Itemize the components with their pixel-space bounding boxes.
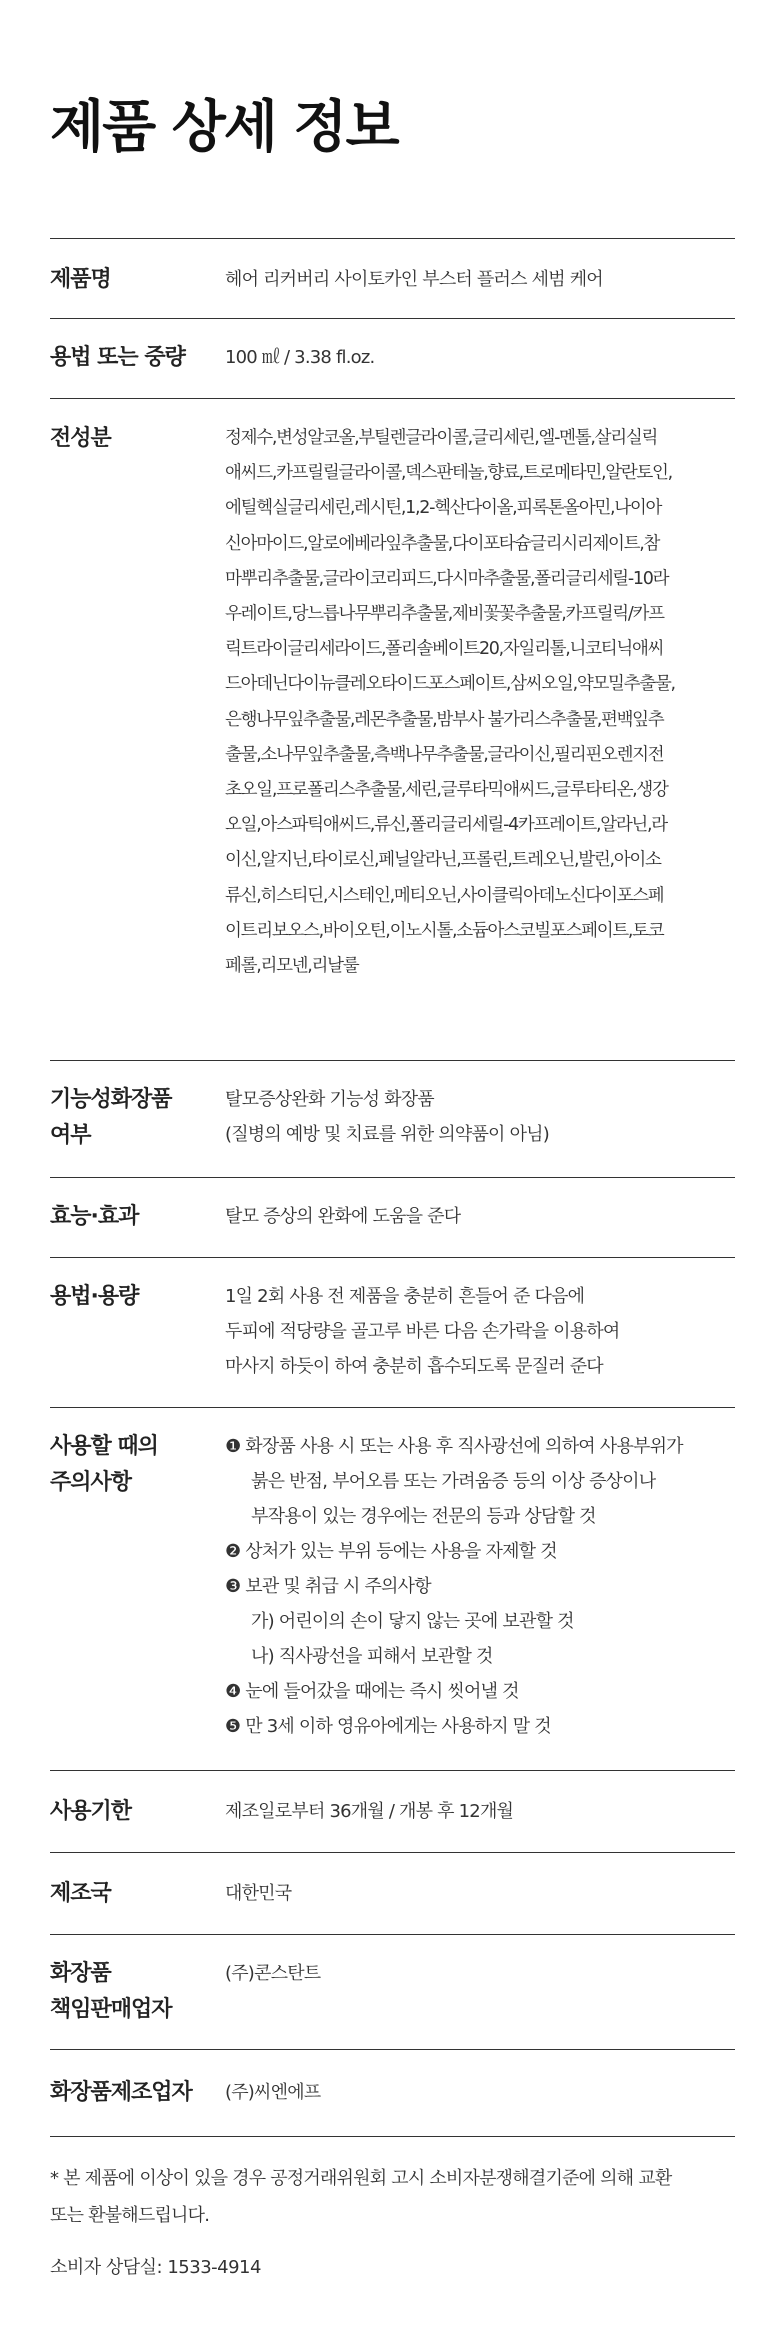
ingredients-line: 페롤,리모넨,리날룰 <box>225 956 359 977</box>
row-label: 사용기한 <box>50 1799 132 1824</box>
row-label <box>50 1429 225 1770</box>
row-label-line: 기능성화장품 <box>50 1087 172 1112</box>
row-manufacturer <box>50 2050 735 2137</box>
ingredients-line: 우레이트,당느릅나무뿌리추출물,제비꽃꽃추출물,카프릴릭/카프 <box>225 604 664 625</box>
precaution-item: ❺ 만 3세 이하 영유아에게는 사용하지 말 것 <box>225 1716 551 1737</box>
ingredients-list <box>225 421 735 1060</box>
ingredients-line: 애씨드,카프릴릴글라이콜,덱스판테놀,향료,트로메타민,알란토인, <box>225 463 672 484</box>
row-value: 헤어 리커버리 사이토카인 부스터 플러스 세범 케어 <box>225 269 603 290</box>
row-value: 100 ㎖ / 3.38 fl.oz. <box>225 347 375 368</box>
row-label: 화장품제조업자 <box>50 2080 192 2105</box>
precaution-item: ❷ 상처가 있는 부위 등에는 사용을 자제할 것 <box>225 1541 557 1562</box>
value-line: (질병의 예방 및 치료를 위한 의약품이 아님) <box>225 1124 549 1145</box>
row-usage <box>50 1258 735 1408</box>
ingredients-line: 신아마이드,알로에베라잎추출물,다이포타슘글리시리제이트,참 <box>225 533 660 554</box>
row-label-line: 주의사항 <box>50 1470 132 1495</box>
row-value <box>225 1082 735 1177</box>
precaution-item: 부작용이 있는 경우에는 전문의 등과 상담할 것 <box>251 1506 596 1527</box>
row-expiry <box>50 1771 735 1853</box>
row-country-of-origin <box>50 1853 735 1935</box>
precaution-item: 나) 직사광선을 피해서 보관할 것 <box>251 1646 493 1667</box>
ingredients-line: 초오일,프로폴리스추출물,세린,글루타믹애씨드,글루타티온,생강 <box>225 780 668 801</box>
value-line: 탈모증상완화 기능성 화장품 <box>225 1089 434 1110</box>
notice-line: * 본 제품에 이상이 있을 경우 공정거래위원회 고시 소비자분쟁해결기준에 의해 교환 <box>50 2168 672 2189</box>
ingredients-line: 릭트라이글리세라이드,폴리솔베이트20,자일리톨,니코티닉애씨 <box>225 639 664 660</box>
row-label-line: 책임판매업자 <box>50 1997 172 2022</box>
ingredients-line: 마뿌리추출물,글라이코리피드,다시마추출물,폴리글리세릴-10라 <box>225 568 669 589</box>
row-label: 전성분 <box>50 426 111 451</box>
row-label-line: 여부 <box>50 1123 91 1148</box>
row-responsible-seller <box>50 1935 735 2050</box>
ingredients-line: 이신,알지닌,타이로신,페닐알라닌,프롤린,트레오닌,발린,아이소 <box>225 850 661 871</box>
row-functional-cosmetic <box>50 1061 735 1178</box>
ingredients-line: 드아데닌다이뉴클레오타이드포스페이트,삼씨오일,약모밀추출물, <box>225 674 675 695</box>
precaution-item: ❸ 보관 및 취급 시 주의사항 <box>225 1576 431 1597</box>
ingredients-line: 은행나무잎추출물,레몬추출물,밤부사 불가리스추출물,편백잎추 <box>225 709 664 730</box>
row-product-name <box>50 239 735 319</box>
ingredients-line: 오일,아스파틱애씨드,류신,폴리글리세릴-4카프레이트,알라닌,라 <box>225 815 667 836</box>
ingredients-line: 출물,소나무잎추출물,측백나무추출물,글라이신,필리핀오렌지전 <box>225 744 664 765</box>
value-line: 두피에 적당량을 골고루 바른 다음 손가락을 이용하여 <box>225 1321 620 1342</box>
row-efficacy <box>50 1178 735 1258</box>
row-value: (주)콘스탄트 <box>225 1963 321 1984</box>
customer-service-contact: 소비자 상담실: 1533-4914 <box>50 2257 261 2278</box>
row-label: 용법·용량 <box>50 1284 139 1309</box>
row-label <box>50 1082 225 1177</box>
notice-line: 또는 환불해드립니다. <box>50 2205 210 2226</box>
ingredients-line: 이트리보오스,바이오틴,이노시톨,소듐아스코빌포스페이트,토코 <box>225 920 664 941</box>
row-value: 제조일로부터 36개월 / 개봉 후 12개월 <box>225 1801 514 1822</box>
row-value: 탈모 증상의 완화에 도움을 준다 <box>225 1206 461 1227</box>
row-volume <box>50 319 735 399</box>
row-label: 용법 또는 중량 <box>50 345 185 370</box>
row-value: 대한민국 <box>225 1883 292 1904</box>
row-label <box>50 1956 225 2049</box>
precaution-item: 붉은 반점, 부어오름 또는 가려움증 등의 이상 증상이나 <box>251 1471 656 1492</box>
row-precautions <box>50 1408 735 1771</box>
row-label: 제품명 <box>50 267 111 292</box>
ingredients-line: 류신,히스티딘,시스테인,메티오닌,사이클릭아데노신다이포스페 <box>225 885 664 906</box>
ingredients-line: 에틸헥실글리세린,레시틴,1,2-헥산다이올,피록톤올아민,나이아 <box>225 498 662 519</box>
row-label-line: 화장품 <box>50 1961 111 1986</box>
precautions-list <box>225 1429 735 1770</box>
precaution-item: ❹ 눈에 들어갔을 때에는 즉시 씻어낼 것 <box>225 1681 519 1702</box>
product-info-table <box>50 238 735 2137</box>
value-line: 1일 2회 사용 전 제품을 충분히 흔들어 준 다음에 <box>225 1286 585 1307</box>
row-value <box>225 1279 735 1407</box>
row-ingredients <box>50 399 735 1061</box>
page-title: 제품 상세 정보 <box>50 95 398 160</box>
precaution-item: 가) 어린이의 손이 닿지 않는 곳에 보관할 것 <box>251 1611 574 1632</box>
value-line: 마사지 하듯이 하여 충분히 흡수되도록 문질러 준다 <box>225 1356 603 1377</box>
row-value: (주)씨엔에프 <box>225 2082 321 2103</box>
row-label-line: 사용할 때의 <box>50 1434 158 1459</box>
row-label: 제조국 <box>50 1881 111 1906</box>
row-label: 효능·효과 <box>50 1204 139 1229</box>
refund-notice <box>50 2160 740 2234</box>
precaution-item: ❶ 화장품 사용 시 또는 사용 후 직사광선에 의하여 사용부위가 <box>225 1436 683 1457</box>
ingredients-line: 정제수,변성알코올,부틸렌글라이콜,글리세린,엘-멘톨,살리실릭 <box>225 428 658 448</box>
